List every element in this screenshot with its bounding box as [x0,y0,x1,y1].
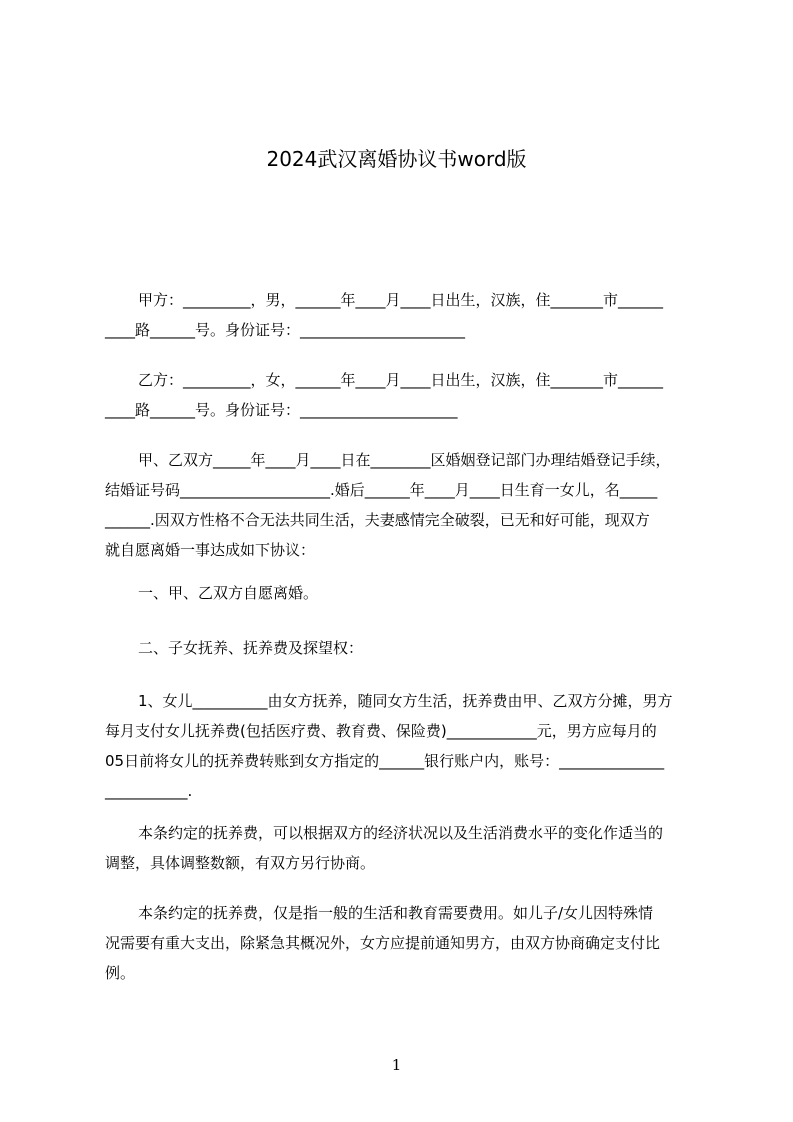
paragraph-line: ____路______号。身份证号：______________________ [105,321,466,339]
paragraph-marriage-info [105,445,705,565]
page-number: 1 [391,1056,402,1074]
page-title: 2024武汉离婚协议书word版 [266,147,527,171]
paragraph-line: 1、女儿__________由女方抚养，随同女方生活，抚养费由甲、乙双方分摊，男方 [138,692,673,710]
paragraph-line: ___________. [105,782,193,800]
paragraph-line: 本条约定的抚养费，仅是指一般的生活和教育需要费用。如儿子/女儿因特殊情 [138,904,654,922]
paragraph-support-scope [105,898,705,988]
paragraph-party-a [105,285,705,345]
paragraph-line: 甲、乙双方_____年____月____日在________区婚姻登记部门办理结婚登记手续， [138,451,671,469]
paragraph-child-support [105,686,705,806]
paragraph-support-adjustment [105,818,705,878]
paragraph-line: 每月支付女儿抚养费(包括医疗费、教育费、保险费)____________元，男方应每月的 [105,722,657,740]
paragraph-line: 况需要有重大支出，除紧急其概况外，女方应提前通知男方，由双方协商确定支付比 [105,934,661,952]
paragraph-line: 例。 [105,964,136,982]
paragraph-clause-2-heading [105,633,705,663]
paragraph-line: 一、甲、乙双方自愿离婚。 [138,584,319,602]
paragraph-line: 调整，具体调整数额，有双方另行协商。 [105,854,376,872]
paragraph-clause-1 [105,578,705,608]
paragraph-line: 乙方：_________，女，______年____月____日出生，汉族，住_______市______ [138,371,664,389]
paragraph-line: 就自愿离婚一事达成如下协议： [105,541,316,559]
paragraph-line: ______.因双方性格不合无法共同生活，夫妻感情完全破裂，已无和好可能，现双方 [105,511,650,529]
paragraph-line: 05日前将女儿的抚养费转账到女方指定的______银行账户内，账号：______________ [105,752,665,770]
paragraph-line: 二、子女抚养、抚养费及探望权： [138,639,364,657]
paragraph-line: 甲方：_________，男，______年____月____日出生，汉族，住_______市______ [138,291,664,309]
paragraph-line: ____路______号。身份证号：_____________________ [105,401,458,419]
paragraph-party-b [105,365,705,425]
paragraph-line: 结婚证号码____________________.婚后______年____月____日生育一女儿，名_____ [105,481,658,499]
paragraph-line: 本条约定的抚养费，可以根据双方的经济状况以及生活消费水平的变化作适当的 [138,824,664,842]
